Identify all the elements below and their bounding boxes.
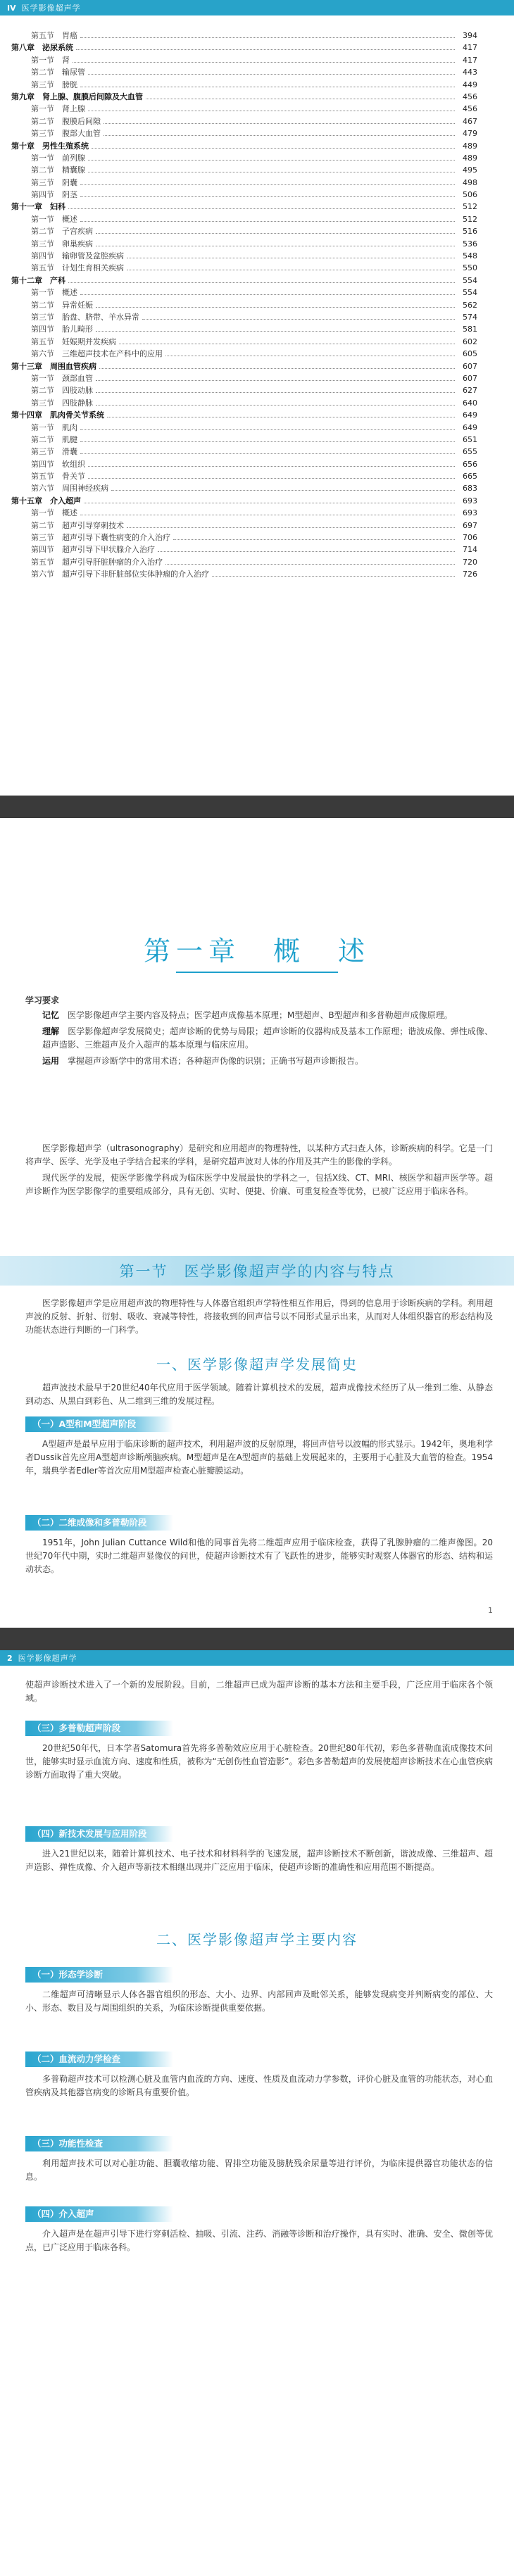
toc-leader-dots: [104, 134, 455, 136]
toc-leader-dots: [173, 539, 455, 540]
toc-leader-dots: [76, 49, 455, 50]
toc-leader-dots: [96, 232, 455, 234]
toc-entry-page: 554: [463, 288, 477, 298]
paragraph: 医学影像超声学（ultrasonography）是研究和应用超声的物理特性，以某种方式扫查人体，诊断疾病的科学。它是一门将声学、医学、光学及电子学结合起来的学科，是研究超声波对人体的作用及其产生的影像的学科。: [25, 1143, 493, 1167]
toc-entry-page: 607: [463, 361, 477, 371]
toc-entry-title: 第十章 男性生殖系统: [11, 141, 89, 151]
toc-leader-dots: [119, 343, 455, 344]
toc-entry-page: 512: [463, 214, 477, 224]
paragraph: 1951年，John Julian Cuttance Wild和他的同事首先将二维超声应用于临床检查，获得了乳腺肿瘤的二维声像图。20世纪70年代中期，实时二维超声显像仪的问世，使超声诊断技术有了飞跃性的进步，能够实时观察人体器官的形态、结构和运动状态。: [25, 1538, 493, 1574]
paragraph: 使超声诊断技术进入了一个新的发展阶段。目前，二维超声已成为超声诊断的基本方法和主要手段，广泛应用于临床各个领域。: [25, 1680, 493, 1703]
toc-entry-page: 697: [463, 520, 477, 530]
toc-entry-title: 第二节 超声引导穿刺技术: [31, 520, 124, 530]
paragraph: 医学影像超声学是应用超声波的物理特性与人体器官组织声学特性相互作用后，得到的信息用于诊断疾病的学科。利用超声波的反射、折射、衍射、吸收、衰减等特性，将接收到的回声信号以不同形式显示出来，从而对人体组织器官的形态结构及功能状态进行判断的一门科学。: [25, 1298, 493, 1335]
toc-section-entry[interactable]: [11, 54, 477, 66]
toc-leader-dots: [88, 477, 455, 479]
toc-section-entry[interactable]: [11, 30, 477, 42]
learning-requirements: [25, 994, 493, 1071]
toc-entry-page: 693: [463, 496, 477, 505]
toc-entry-title: 第六节 周围神经疾病: [31, 484, 108, 494]
toc-leader-dots: [96, 404, 455, 406]
main-contents-title: 二、医学影像超声学主要内容: [156, 1931, 358, 1948]
toc-entry-page: 651: [463, 434, 477, 444]
running-header: [0, 0, 514, 15]
toc-leader-dots: [68, 282, 455, 283]
toc-entry-title: 第四节 软组织: [31, 459, 85, 469]
toc-entry-page: 536: [463, 239, 477, 249]
toc-entry-title: 第二节 子宫疾病: [31, 227, 93, 237]
toc-entry-title: 第三节 卵巢疾病: [31, 239, 93, 249]
toc-section-entry[interactable]: [11, 323, 477, 335]
toc-entry-title: 第六节 超声引导下非肝脏部位实体肿瘤的介入治疗: [31, 570, 209, 579]
toc-section-entry[interactable]: [11, 544, 477, 555]
toc-entry-title: 第二节 腹膜后间隙: [31, 116, 101, 126]
toc-leader-dots: [80, 37, 455, 38]
toc-chapter-entry[interactable]: [11, 275, 477, 287]
band-text: [25, 2073, 493, 2102]
toc-entry-page: 512: [463, 202, 477, 212]
header-book-title: 医学影像超声学: [21, 4, 81, 13]
toc-entry-page: 516: [463, 227, 477, 237]
content-page: [0, 1650, 514, 2576]
toc-section-entry[interactable]: [11, 422, 477, 434]
toc-entry-page: 417: [463, 55, 477, 65]
toc-section-entry[interactable]: [11, 434, 477, 446]
req-item: 运用 掌握超声诊断学中的常用术语；各种超声伪像的识别；正确书写超声诊断报告。: [42, 1056, 364, 1066]
toc-entry-title: 第二节 精囊腺: [31, 165, 85, 175]
toc-entry-page: 602: [463, 337, 477, 346]
toc-entry-title: 第三节 超声引导下囊性病变的介入治疗: [31, 533, 170, 543]
toc-entry-title: 第十一章 妇科: [11, 202, 65, 212]
paragraph: 20世纪50年代，日本学者Satomura首先将多普勒效应应用于心脏检查。20世纪80年代初，彩色多普勒血流成像技术问世，能够实时显示血流方向、速度和性质，被称为“无创伤性血管造影”。彩色多普勒超声的发展使超声诊断技术在心血管疾病诊断方面取得了重大突破。: [25, 1743, 493, 1780]
req-title: 学习要求: [25, 995, 60, 1005]
toc-section-entry[interactable]: [11, 189, 477, 201]
toc-section-entry[interactable]: [11, 458, 477, 470]
paragraph: 现代医学的发展，使医学影像学科成为临床医学中发展最快的学科之一，包括X线、CT、MRI、核医学和超声医学等。超声诊断作为医学影像学的重要组成部分，具有无创、实时、便捷、价廉、可重复检查等优势，已被广泛应用于临床各科。: [25, 1173, 493, 1196]
toc-page: [0, 0, 514, 796]
toc-entry-title: 第二节 异常妊娠: [31, 300, 93, 310]
toc-leader-dots: [127, 527, 455, 528]
toc-entry-title: 第一节 颈部血管: [31, 373, 93, 383]
toc-leader-dots: [158, 551, 455, 552]
toc-leader-dots: [212, 575, 455, 577]
paragraph: 超声波技术最早于20世纪40年代应用于医学领域。随着计算机技术的发展，超声成像技术经历了从一维到二维、从静态到动态、从黑白到彩色、从二维到三维的发展过程。: [25, 1383, 493, 1406]
toc-section-entry[interactable]: [11, 262, 477, 274]
toc-entry-page: 456: [463, 104, 477, 114]
toc-section-entry[interactable]: [11, 470, 477, 482]
section-heading-band: 第一节 医学影像超声学的内容与特点: [0, 1256, 514, 1286]
toc-entry-title: 第十五章 介入超声: [11, 496, 81, 505]
toc-leader-dots: [165, 355, 455, 356]
toc-leader-dots: [84, 502, 455, 503]
intro-text: [25, 1142, 493, 1201]
toc-leader-dots: [96, 379, 455, 381]
toc-entry-title: 第一节 概述: [31, 508, 77, 518]
toc-leader-dots: [68, 208, 455, 209]
toc-leader-dots: [99, 367, 455, 369]
band-text: [25, 1988, 493, 2018]
band-text: [25, 2157, 493, 2187]
toc-section-entry[interactable]: [11, 397, 477, 409]
paragraph: 多普勒超声技术可以检测心脏及血管内血流的方向、速度、性质及血流动力学参数，评价心脏及血管的功能状态，对心血管疾病及其他器官病变的诊断具有重要价值。: [25, 2074, 493, 2097]
toc-leader-dots: [73, 61, 455, 63]
toc-entry-page: 720: [463, 557, 477, 567]
history-title: 一、医学影像超声学发展简史: [156, 1356, 358, 1373]
chapter-title: 第一章 概 述: [143, 936, 370, 967]
toc-entry-title: 第四节 胎儿畸形: [31, 325, 93, 334]
page-number: 1: [488, 1606, 493, 1615]
toc-section-entry[interactable]: [11, 568, 477, 580]
req-item: 理解 医学影像超声学发展简史；超声诊断的优势与局限；超声诊断的仪器构成及基本工作原理；谐波成像、弹性成像、超声造影、三维超声及介入超声的基本原理与临床应用。: [42, 1026, 493, 1050]
toc-entry-title: 第三节 滑囊: [31, 447, 77, 457]
toc-entry-page: 581: [463, 325, 477, 334]
toc-leader-dots: [80, 86, 455, 87]
subsection-band: （四）介入超声: [25, 2206, 173, 2222]
toc-entry-page: 640: [463, 398, 477, 408]
toc-section-entry[interactable]: [11, 311, 477, 323]
toc-entry-title: 第一节 肌肉: [31, 422, 77, 432]
toc-entry-page: 649: [463, 410, 477, 420]
toc-entry-page: 417: [463, 43, 477, 53]
toc-entry-page: 498: [463, 177, 477, 187]
toc-section-entry[interactable]: [11, 152, 477, 164]
subsection-band: （二）血流动力学检查: [25, 2052, 173, 2067]
toc-entry-page: 443: [463, 68, 477, 77]
toc-entry-title: 第三节 四肢静脉: [31, 398, 93, 408]
toc-entry-title: 第六节 三维超声技术在产科中的应用: [31, 349, 163, 359]
toc-section-entry[interactable]: [11, 103, 477, 115]
chapter-title-rule: [176, 972, 338, 973]
toc-leader-dots: [88, 110, 455, 111]
toc-entry-page: 665: [463, 472, 477, 482]
toc-section-entry[interactable]: [11, 250, 477, 262]
toc-section-entry[interactable]: [11, 532, 477, 544]
toc-entry-title: 第四节 超声引导下甲状腺介入治疗: [31, 545, 155, 555]
toc-entry-page: 479: [463, 129, 477, 139]
toc-section-entry[interactable]: [11, 348, 477, 360]
toc-entry-page: 554: [463, 275, 477, 285]
toc-entry-title: 第二节 四肢动脉: [31, 386, 93, 396]
subsection-band: （一）A型和M型超声阶段: [25, 1416, 173, 1432]
header-page-number: 2: [7, 1653, 13, 1663]
toc-entry-title: 第三节 胎盘、脐带、羊水异常: [31, 312, 139, 322]
toc-entry-page: 627: [463, 386, 477, 396]
toc-entry-title: 第五节 妊娠期并发疾病: [31, 337, 116, 346]
toc-chapter-entry[interactable]: [11, 495, 477, 507]
toc-chapter-entry[interactable]: [11, 91, 477, 103]
toc-section-entry[interactable]: [11, 299, 477, 311]
toc-entry-page: 562: [463, 300, 477, 310]
header-book-title: 医学影像超声学: [18, 1654, 77, 1663]
band-text: [25, 2228, 493, 2257]
band-text: [25, 1536, 493, 1579]
toc-section-entry[interactable]: [11, 225, 477, 237]
toc-entry-title: 第四节 阴茎: [31, 190, 77, 200]
toc-leader-dots: [165, 563, 455, 565]
toc-entry-title: 第八章 泌尿系统: [11, 43, 73, 53]
toc-entry-page: 656: [463, 459, 477, 469]
toc-section-entry[interactable]: [11, 520, 477, 532]
toc-entry-title: 第十二章 产科: [11, 275, 65, 285]
toc-entry-page: 714: [463, 545, 477, 555]
continued-text: [25, 1678, 493, 1708]
toc-entry-page: 449: [463, 80, 477, 89]
toc-entry-title: 第一节 概述: [31, 288, 77, 298]
toc-entry-title: 第五节 骨关节: [31, 472, 85, 482]
paragraph: 介入超声是在超声引导下进行穿刺活检、抽吸、引流、注药、消融等诊断和治疗操作，具有实时、准确、安全、微创等优点，已广泛应用于临床各科。: [25, 2229, 493, 2252]
toc-leader-dots: [92, 147, 455, 149]
toc-leader-dots: [107, 416, 455, 417]
toc-chapter-entry[interactable]: [11, 140, 477, 152]
toc-leader-dots: [96, 330, 455, 332]
paragraph: A型超声是最早应用于临床诊断的超声技术，利用超声波的反射原理，将回声信号以波幅的形式显示。1942年，奥地利学者Dussik首先应用A型超声诊断颅脑疾病。M型超声是在A型超声的基础上发展起来的，主要用于心脏及大血管的检查。1954年，瑞典学者Edler等首次应用M型超声检查心脏瓣膜运动。: [25, 1439, 493, 1476]
toc-entry-page: 467: [463, 116, 477, 126]
paragraph: 利用超声技术可以对心脏功能、胆囊收缩功能、胃排空功能及膀胱残余尿量等进行评价，为临床提供器官功能状态的信息。: [25, 2159, 493, 2182]
toc-entry-title: 第五节 胃癌: [31, 31, 77, 40]
toc-section-entry[interactable]: [11, 127, 477, 139]
toc-section-entry[interactable]: [11, 177, 477, 189]
toc-entry-page: 655: [463, 447, 477, 457]
toc-entry-page: 506: [463, 190, 477, 200]
toc-section-entry[interactable]: [11, 507, 477, 519]
toc-chapter-entry[interactable]: [11, 42, 477, 54]
toc-section-entry[interactable]: [11, 482, 477, 494]
toc-entry-title: 第一节 概述: [31, 214, 77, 224]
toc-section-entry[interactable]: [11, 372, 477, 384]
toc-section-entry[interactable]: [11, 384, 477, 396]
toc-entry-title: 第一节 肾: [31, 55, 70, 65]
toc-leader-dots: [96, 391, 455, 393]
toc-entry-title: 第二节 肌腱: [31, 434, 77, 444]
toc-leader-dots: [80, 429, 455, 430]
toc-entry-page: 683: [463, 484, 477, 494]
toc-section-entry[interactable]: [11, 446, 477, 458]
toc-leader-dots: [88, 159, 455, 161]
toc-leader-dots: [127, 269, 455, 270]
history-text: [25, 1381, 493, 1411]
band-text: [25, 1742, 493, 1785]
toc-leader-dots: [111, 489, 455, 491]
toc-entry-page: 394: [463, 31, 477, 40]
toc-leader-dots: [88, 465, 455, 467]
table-of-contents: [11, 30, 477, 581]
toc-section-entry[interactable]: [11, 115, 477, 127]
toc-leader-dots: [80, 184, 455, 185]
toc-leader-dots: [88, 171, 455, 172]
toc-entry-page: 489: [463, 153, 477, 163]
toc-entry-title: 第三节 腹部大血管: [31, 129, 101, 139]
toc-entry-page: 726: [463, 570, 477, 579]
toc-entry-title: 第十四章 肌肉骨关节系统: [11, 410, 104, 420]
toc-leader-dots: [80, 196, 455, 197]
toc-section-entry[interactable]: [11, 336, 477, 348]
toc-leader-dots: [88, 73, 455, 75]
toc-entry-title: 第五节 计划生育相关疾病: [31, 263, 124, 273]
toc-entry-page: 550: [463, 263, 477, 273]
toc-entry-page: 706: [463, 533, 477, 543]
toc-entry-title: 第一节 肾上腺: [31, 104, 85, 114]
subsection-band: （四）新技术发展与应用阶段: [25, 1826, 173, 1842]
paragraph: 二维超声可清晰显示人体各器官组织的形态、大小、边界、内部回声及毗邻关系，能够发现病变并判断病变的部位、大小、形态、数目及与周围组织的关系，为临床诊断提供重要依据。: [25, 1990, 493, 2013]
toc-leader-dots: [104, 122, 455, 124]
toc-entry-page: 574: [463, 312, 477, 322]
toc-leader-dots: [80, 294, 455, 295]
running-header: [0, 1650, 514, 1666]
toc-entry-title: 第三节 阴囊: [31, 177, 77, 187]
toc-section-entry[interactable]: [11, 287, 477, 299]
toc-section-entry[interactable]: [11, 213, 477, 225]
toc-leader-dots: [146, 98, 455, 99]
paragraph: 进入21世纪以来，随着计算机技术、电子技术和材料科学的飞速发展，超声诊断技术不断创新，谐波成像、三维超声、超声造影、弹性成像、介入超声等新技术相继出现并广泛应用于临床，使超声诊断的准确性和应用范围不断提高。: [25, 1849, 493, 1872]
subsection-band: （二）二维成像和多普勒阶段: [25, 1515, 173, 1531]
toc-entry-title: 第一节 前列腺: [31, 153, 85, 163]
band-text: [25, 1438, 493, 1481]
toc-entry-page: 649: [463, 422, 477, 432]
toc-leader-dots: [127, 257, 455, 258]
toc-chapter-entry[interactable]: [11, 201, 477, 213]
toc-entry-page: 607: [463, 373, 477, 383]
subsection-band: （三）功能性检查: [25, 2136, 173, 2151]
toc-entry-title: 第二节 输尿管: [31, 68, 85, 77]
toc-leader-dots: [96, 245, 455, 246]
toc-section-entry[interactable]: [11, 556, 477, 568]
section1-text: [25, 1297, 493, 1340]
toc-entry-title: 第五节 超声引导肝脏肿瘤的介入治疗: [31, 557, 163, 567]
req-item: 记忆 医学影像超声学主要内容及特点；医学超声成像基本原理；M型超声、B型超声和多普勒超声成像原理。: [42, 1010, 453, 1020]
toc-entry-page: 456: [463, 92, 477, 101]
toc-entry-title: 第十三章 周围血管疾病: [11, 361, 96, 371]
toc-leader-dots: [80, 441, 455, 442]
toc-leader-dots: [142, 318, 455, 320]
band-text: [25, 1847, 493, 1877]
toc-entry-title: 第四节 输卵管及盆腔疾病: [31, 251, 124, 261]
subsection-band: （三）多普勒超声阶段: [25, 1721, 173, 1736]
toc-chapter-entry[interactable]: [11, 360, 477, 372]
toc-entry-title: 第九章 肾上腺、腹膜后间隙及大血管: [11, 92, 143, 101]
header-page-number: IV: [7, 3, 16, 13]
toc-section-entry[interactable]: [11, 66, 477, 78]
toc-chapter-entry[interactable]: [11, 409, 477, 421]
toc-entry-title: 第三节 膀胱: [31, 80, 77, 89]
toc-entry-page: 605: [463, 349, 477, 359]
toc-leader-dots: [80, 453, 455, 454]
toc-section-entry[interactable]: [11, 79, 477, 91]
toc-section-entry[interactable]: [11, 164, 477, 176]
toc-leader-dots: [80, 514, 455, 515]
toc-entry-page: 489: [463, 141, 477, 151]
toc-entry-page: 495: [463, 165, 477, 175]
toc-leader-dots: [96, 306, 455, 308]
chapter-page: [0, 818, 514, 1628]
subsection-band: （一）形态学诊断: [25, 1967, 173, 1983]
toc-leader-dots: [80, 220, 455, 222]
toc-section-entry[interactable]: [11, 238, 477, 250]
toc-entry-page: 693: [463, 508, 477, 518]
toc-entry-page: 548: [463, 251, 477, 261]
